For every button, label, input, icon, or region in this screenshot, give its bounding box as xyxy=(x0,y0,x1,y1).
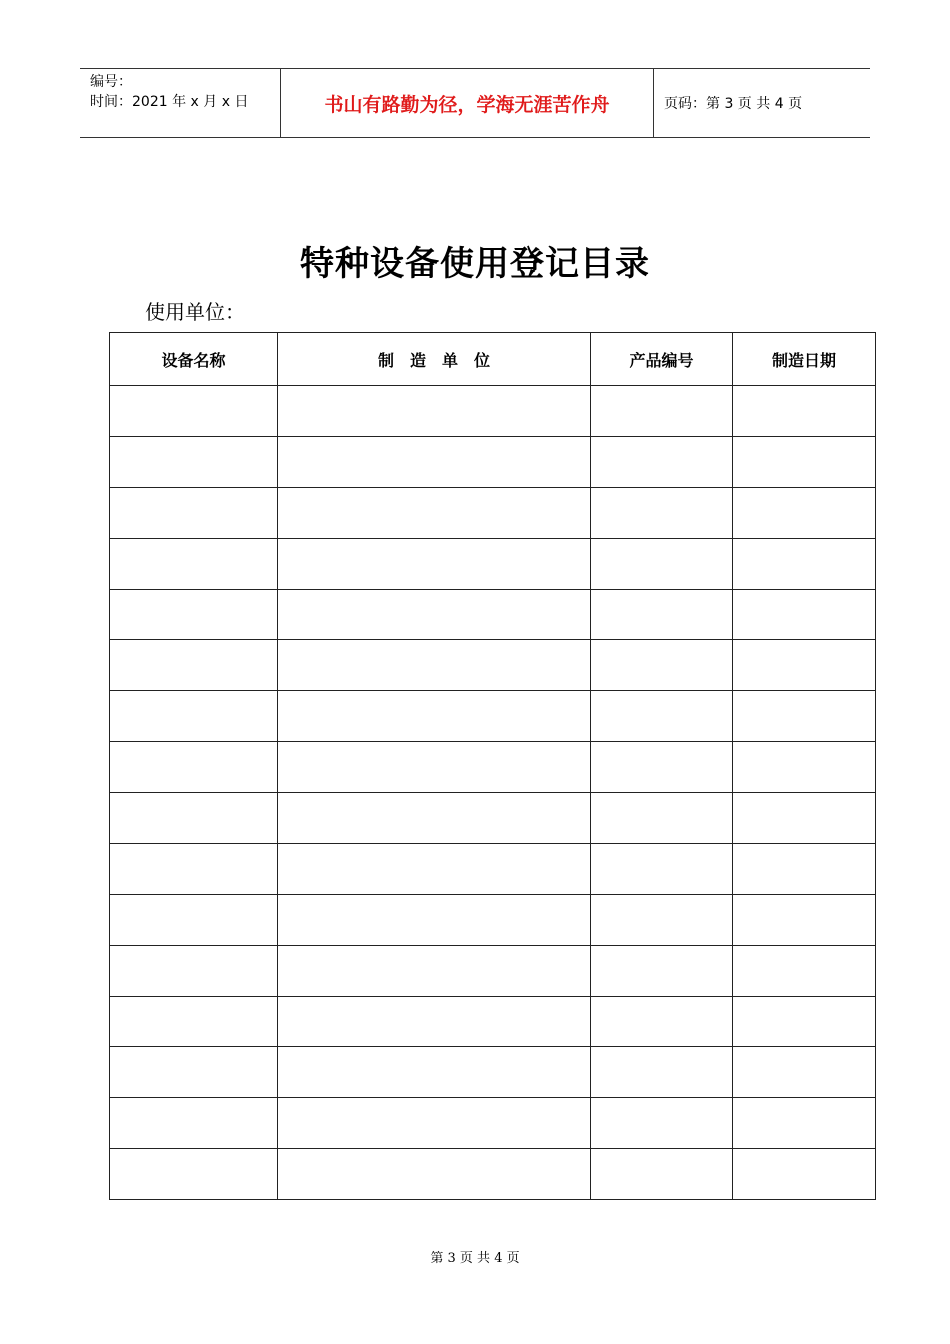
user-unit-label: 使用单位： xyxy=(145,300,245,324)
table-row xyxy=(110,487,876,538)
cell-manufacture-date[interactable] xyxy=(733,742,876,793)
cell-product-number[interactable] xyxy=(591,894,733,945)
table-body xyxy=(110,386,876,1200)
table-row xyxy=(110,538,876,589)
cell-manufacture-date[interactable] xyxy=(733,538,876,589)
cell-equipment-name[interactable] xyxy=(110,538,278,589)
cell-manufacture-date[interactable] xyxy=(733,843,876,894)
cell-product-number[interactable] xyxy=(591,742,733,793)
table-row xyxy=(110,894,876,945)
cell-manufacture-date[interactable] xyxy=(733,691,876,742)
cell-product-number[interactable] xyxy=(591,487,733,538)
table-row xyxy=(110,691,876,742)
cell-equipment-name[interactable] xyxy=(110,1098,278,1149)
table-row xyxy=(110,1047,876,1098)
cell-manufacture-date[interactable] xyxy=(733,996,876,1047)
cell-manufacture-date[interactable] xyxy=(733,1047,876,1098)
cell-manufacture-date[interactable] xyxy=(733,894,876,945)
table-row xyxy=(110,1149,876,1200)
table-row xyxy=(110,793,876,844)
cell-manufacturer[interactable] xyxy=(278,894,591,945)
cell-manufacture-date[interactable] xyxy=(733,945,876,996)
page-header xyxy=(80,68,870,138)
cell-manufacturer[interactable] xyxy=(278,691,591,742)
cell-product-number[interactable] xyxy=(591,589,733,640)
cell-product-number[interactable] xyxy=(591,843,733,894)
table-row xyxy=(110,945,876,996)
cell-manufacturer[interactable] xyxy=(278,1098,591,1149)
cell-manufacture-date[interactable] xyxy=(733,487,876,538)
cell-product-number[interactable] xyxy=(591,386,733,437)
header-number-label: 编号： xyxy=(90,74,132,90)
cell-manufacture-date[interactable] xyxy=(733,793,876,844)
cell-manufacturer[interactable] xyxy=(278,996,591,1047)
registration-table xyxy=(109,332,876,1200)
cell-manufacturer[interactable] xyxy=(278,1149,591,1200)
cell-equipment-name[interactable] xyxy=(110,1149,278,1200)
cell-manufacture-date[interactable] xyxy=(733,1098,876,1149)
cell-manufacturer[interactable] xyxy=(278,589,591,640)
cell-manufacturer[interactable] xyxy=(278,843,591,894)
cell-equipment-name[interactable] xyxy=(110,386,278,437)
table-row xyxy=(110,843,876,894)
cell-product-number[interactable] xyxy=(591,996,733,1047)
table-row xyxy=(110,386,876,437)
cell-product-number[interactable] xyxy=(591,945,733,996)
cell-manufacture-date[interactable] xyxy=(733,1149,876,1200)
cell-product-number[interactable] xyxy=(591,1149,733,1200)
cell-product-number[interactable] xyxy=(591,640,733,691)
cell-manufacture-date[interactable] xyxy=(733,640,876,691)
cell-equipment-name[interactable] xyxy=(110,436,278,487)
cell-manufacture-date[interactable] xyxy=(733,436,876,487)
col-header-product-number: 产品编号 xyxy=(591,333,733,386)
cell-equipment-name[interactable] xyxy=(110,894,278,945)
col-header-manufacturer: 制 造 单 位 xyxy=(278,333,591,386)
cell-equipment-name[interactable] xyxy=(110,487,278,538)
cell-product-number[interactable] xyxy=(591,538,733,589)
cell-manufacture-date[interactable] xyxy=(733,589,876,640)
cell-equipment-name[interactable] xyxy=(110,793,278,844)
cell-manufacturer[interactable] xyxy=(278,793,591,844)
cell-equipment-name[interactable] xyxy=(110,843,278,894)
col-header-manufacture-date: 制造日期 xyxy=(733,333,876,386)
table-header-row xyxy=(110,333,876,386)
header-meta xyxy=(80,69,281,137)
header-time-label: 时间：2021 年 x 月 x 日 xyxy=(90,94,249,110)
cell-equipment-name[interactable] xyxy=(110,1047,278,1098)
cell-equipment-name[interactable] xyxy=(110,996,278,1047)
cell-product-number[interactable] xyxy=(591,1047,733,1098)
cell-equipment-name[interactable] xyxy=(110,589,278,640)
cell-equipment-name[interactable] xyxy=(110,640,278,691)
table-row xyxy=(110,436,876,487)
document-title: 特种设备使用登记目录 xyxy=(300,244,650,284)
cell-manufacturer[interactable] xyxy=(278,386,591,437)
cell-product-number[interactable] xyxy=(591,691,733,742)
col-header-equipment-name: 设备名称 xyxy=(110,333,278,386)
cell-equipment-name[interactable] xyxy=(110,742,278,793)
cell-manufacturer[interactable] xyxy=(278,945,591,996)
table-row xyxy=(110,742,876,793)
cell-manufacturer[interactable] xyxy=(278,742,591,793)
header-page-info: 页码：第 3 页 共 4 页 xyxy=(664,96,803,112)
cell-manufacturer[interactable] xyxy=(278,436,591,487)
cell-manufacturer[interactable] xyxy=(278,640,591,691)
cell-manufacturer[interactable] xyxy=(278,1047,591,1098)
cell-manufacturer[interactable] xyxy=(278,538,591,589)
cell-manufacturer[interactable] xyxy=(278,487,591,538)
cell-product-number[interactable] xyxy=(591,793,733,844)
table-row xyxy=(110,589,876,640)
cell-product-number[interactable] xyxy=(591,1098,733,1149)
cell-equipment-name[interactable] xyxy=(110,691,278,742)
cell-manufacture-date[interactable] xyxy=(733,386,876,437)
cell-product-number[interactable] xyxy=(591,436,733,487)
header-motto: 书山有路勤为径，学海无涯苦作舟 xyxy=(281,69,654,137)
page-footer: 第 3 页 共 4 页 xyxy=(430,1251,520,1266)
cell-equipment-name[interactable] xyxy=(110,945,278,996)
table-row xyxy=(110,640,876,691)
table-row xyxy=(110,1098,876,1149)
table-row xyxy=(110,996,876,1047)
